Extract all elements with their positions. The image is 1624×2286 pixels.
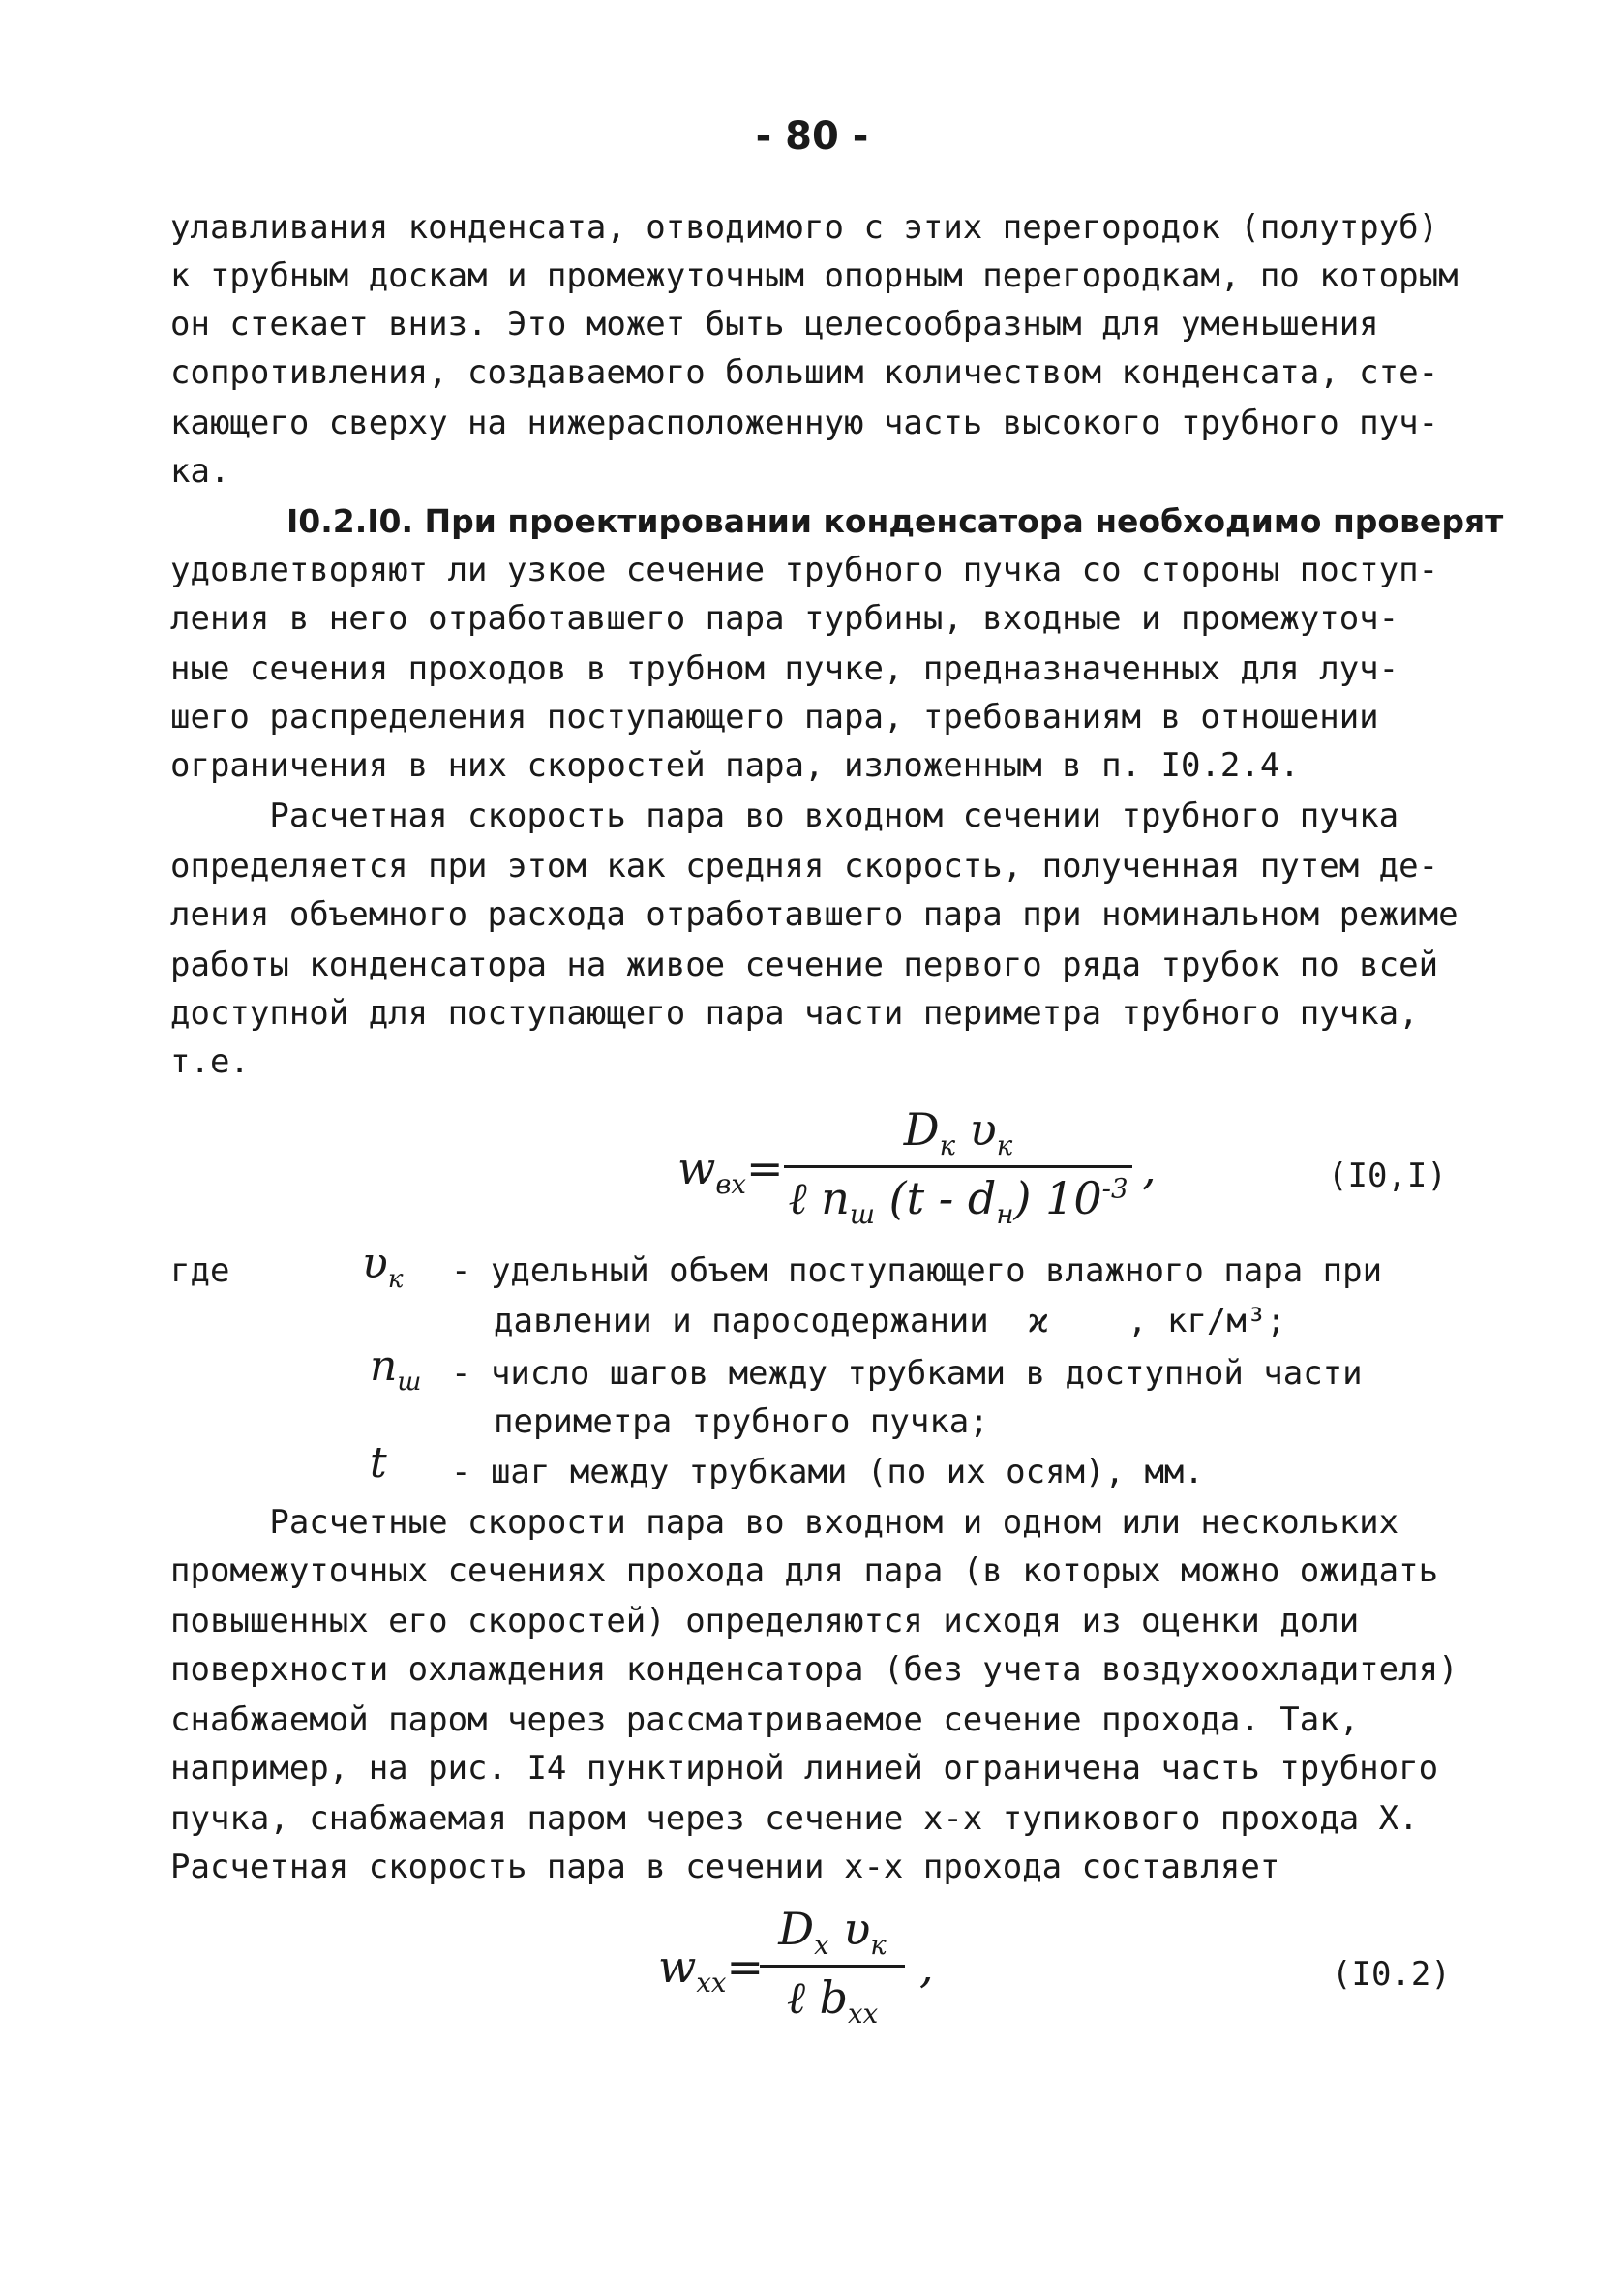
text-line: ограничения в них скоростей пара, изложенным в п. I0.2.4.: [170, 746, 1300, 785]
text-line: ные сечения проходов в трубном пучке, предназначенных для луч-: [170, 649, 1399, 688]
text-line: повышенных его скоростей) определяются исходя из оценки доли: [170, 1602, 1360, 1640]
formula-1-fraction: [784, 1103, 1132, 1230]
text-line: снабжаемой паром через рассматриваемое сечение прохода. Так,: [170, 1700, 1360, 1739]
def-symbol: t: [370, 1438, 387, 1488]
definition-text: периметра трубного пучка;: [494, 1402, 989, 1441]
text-line: Расчетные скорости пара во входном и одном или нескольких: [170, 1503, 1399, 1542]
text-line: ка.: [170, 452, 230, 491]
fraction-bar: [784, 1165, 1132, 1168]
text-line: сопротивления, создаваемого большим количеством конденсата, сте-: [170, 353, 1439, 392]
definition-text: - удельный объем поступающего влажного пара при: [451, 1251, 1383, 1290]
text-line: он стекает вниз. Это может быть целесообразным для уменьшения: [170, 305, 1379, 344]
fraction-bar: [760, 1965, 905, 1968]
text-line: Расчетная скорость пара в сечении х-х прохода составляет: [170, 1848, 1280, 1886]
text-line: пучка, снабжаемая паром через сечение х-х тупикового прохода X.: [170, 1799, 1419, 1838]
formula-2-lhs: $w_{хх}=$: [658, 1940, 765, 2000]
section-heading-line: I0.2.I0. При проектировании конденсатора необходимо проверят: [286, 502, 1504, 540]
formula-2-comma: ,: [919, 1940, 934, 1993]
formula-1-denominator: ℓ $n_ш$ $(t - d_н)$ $10^{-3}$: [788, 1172, 1128, 1231]
formula-2-number: (I0.2): [1332, 1955, 1451, 1994]
definition-text: давлении и паросодержании ϰ , кг/м³;: [494, 1302, 1286, 1340]
text-line: улавливания конденсата, отводимого с этих перегородок (полутруб): [170, 208, 1439, 247]
formula-1-numerator: $D_к$ $\upsilon_к$: [903, 1103, 1013, 1162]
text-line: промежуточных сечениях прохода для пара (в которых можно ожидать: [170, 1551, 1439, 1590]
formula-2-fraction: [760, 1903, 905, 2030]
formula-1-number: (I0,I): [1328, 1157, 1447, 1195]
text-line: поверхности охлаждения конденсатора (без учета воздухоохладителя): [170, 1650, 1459, 1689]
formula-2-numerator: $D_х$ $\upsilon_к$: [778, 1903, 887, 1962]
where-label: где: [170, 1251, 230, 1290]
definition-text: - шаг между трубками (по их осям), мм.: [451, 1453, 1204, 1491]
text-line: работы конденсатора на живое сечение первого ряда трубок по всей: [170, 946, 1439, 984]
text-line: ления в него отработавшего пара турбины, входные и промежуточ-: [170, 599, 1399, 638]
text-line: кающего сверху на нижерасположенную часть высокого трубного пуч-: [170, 404, 1439, 442]
text-line: ления объемного расхода отработавшего пара при номинальном режиме: [170, 895, 1459, 934]
text-line: определяется при этом как средняя скорость, полученная путем де-: [170, 847, 1439, 886]
text-line: шего распределения поступающего пара, требованиям в отношении: [170, 698, 1379, 737]
page-number: - 80 -: [755, 114, 869, 159]
text-line: т.е.: [170, 1042, 250, 1081]
text-line: например, на рис. I4 пунктирной линией ограничена часть трубного: [170, 1749, 1439, 1788]
text-line: к трубным доскам и промежуточным опорным перегородкам, по которым: [170, 256, 1459, 295]
formula-1-comma: ,: [1142, 1142, 1157, 1194]
formula-2-denominator: ℓ $b_{хх}$: [786, 1971, 879, 2030]
text-line: удовлетворяют ли узкое сечение трубного пучка со стороны поступ-: [170, 551, 1439, 589]
def-symbol: $n_ш$: [370, 1341, 422, 1397]
text-line: Расчетная скорость пара во входном сечении трубного пучка: [170, 797, 1399, 835]
def-symbol: $\upsilon_к$: [362, 1239, 404, 1294]
definition-text: - число шагов между трубками в доступной части: [451, 1354, 1363, 1393]
text-line: доступной для поступающего пара части периметра трубного пучка,: [170, 994, 1419, 1033]
formula-1-lhs: $w_{вх}=$: [677, 1142, 784, 1201]
